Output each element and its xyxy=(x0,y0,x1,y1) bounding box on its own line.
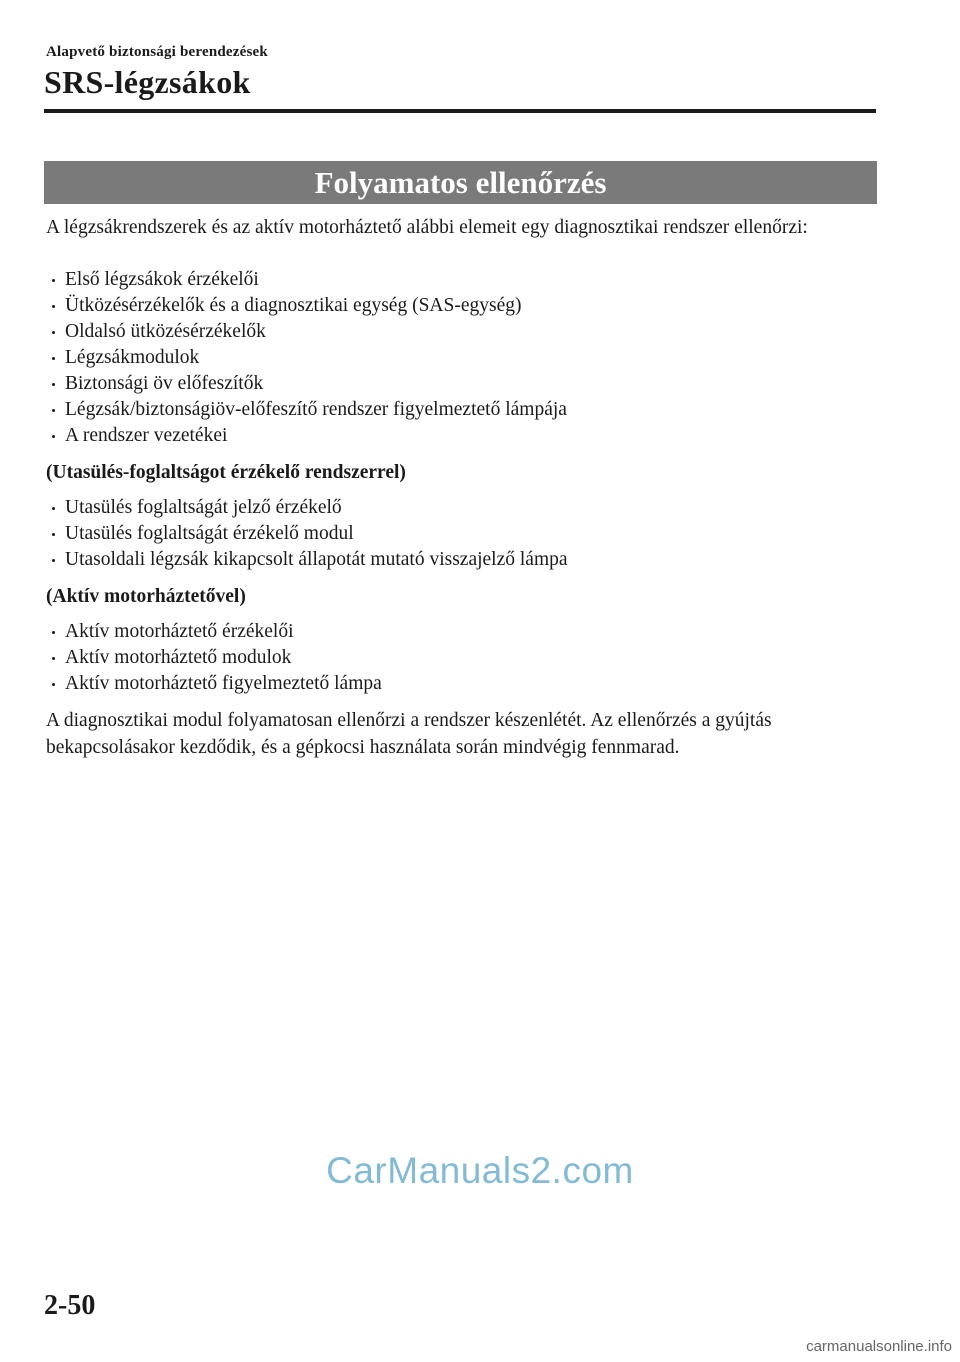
page-number: 2-50 xyxy=(44,1290,96,1321)
monitored-components-list xyxy=(46,267,876,449)
list-item: Utasülés foglaltságát érzékelő modul xyxy=(46,521,876,547)
list-item: Biztonsági öv előfeszítők xyxy=(46,371,876,397)
occupant-components-list xyxy=(46,495,876,573)
intro-paragraph: A légzsákrendszerek és az aktív motorháztető alábbi elemeit egy diagnosztikai rendszer ellenőrzi: xyxy=(46,217,808,238)
footer-site-label: carmanualsonline.info xyxy=(806,1338,952,1355)
header-divider xyxy=(44,109,876,113)
section-label: Alapvető biztonsági berendezések xyxy=(46,44,268,60)
list-item: Oldalsó ütközésérzékelők xyxy=(46,319,876,345)
main-content xyxy=(46,214,876,761)
closing-paragraph: A diagnosztikai modul folyamatosan ellenőrzi a rendszer készenlétét. Az ellenőrzés a gyújtás bekapcsolásakor kezdődik, és a gépkocsi használata során mindvégig fennmarad. xyxy=(46,710,772,758)
list-item: Utasülés foglaltságát jelző érzékelő xyxy=(46,495,876,521)
occupant-subheading: (Utasülés-foglaltságot érzékelő rendszerrel) xyxy=(46,462,406,483)
list-item: Aktív motorháztető érzékelői xyxy=(46,619,876,645)
list-item: Utasoldali légzsák kikapcsolt állapotát mutató visszajelző lámpa xyxy=(46,547,876,573)
list-item: Légzsákmodulok xyxy=(46,345,876,371)
list-item: Légzsák/biztonságiöv-előfeszítő rendszer figyelmeztető lámpája xyxy=(46,397,876,423)
list-item: A rendszer vezetékei xyxy=(46,423,876,449)
chapter-title: SRS-légzsákok xyxy=(44,64,251,100)
active-hood-components-list xyxy=(46,619,876,697)
list-item: Aktív motorháztető modulok xyxy=(46,645,876,671)
section-banner xyxy=(44,161,877,204)
list-item: Aktív motorháztető figyelmeztető lámpa xyxy=(46,671,876,697)
watermark: CarManuals2.com xyxy=(326,1150,634,1191)
active-hood-subheading: (Aktív motorháztetővel) xyxy=(46,586,246,607)
list-item: Első légzsákok érzékelői xyxy=(46,267,876,293)
banner-title: Folyamatos ellenőrzés xyxy=(314,165,607,200)
list-item: Ütközésérzékelők és a diagnosztikai egység (SAS-egység) xyxy=(46,293,876,319)
